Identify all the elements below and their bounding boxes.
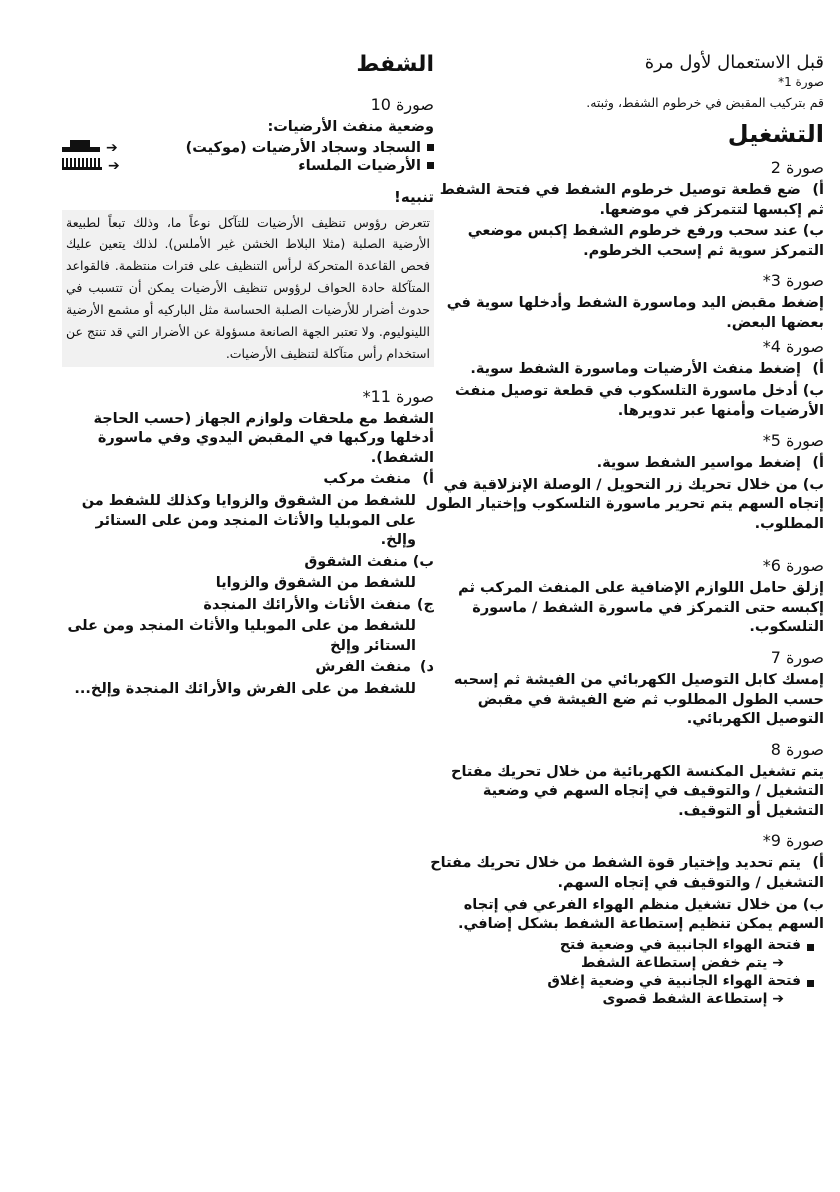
bullet-item: فتحة الهواء الجانبية في وضعية فتح [424, 937, 814, 953]
figure-11-b-title: ب) منفث الشقوق [304, 553, 434, 570]
left-column [62, 52, 434, 702]
figure-10-subtitle: وضعية منفث الأرضيات: [267, 119, 434, 135]
figure-5-step-b: ب) من خلال تحريك زر التحويل / الوصلة الإنزلاقية في إتجاه السهم يتم تحرير ماسورة التلسكوب وإختيار الطول المطلوب. [425, 476, 824, 532]
figure-9-step-a: أ) يتم تحديد وإختيار قوة الشفط من خلال تحريك مفتاح التشغيل / والتوقيف في إتجاه السهم. [430, 855, 824, 891]
bullet-square-icon [427, 162, 434, 169]
bullet-result: ➔ يتم خفض إستطاعة الشفط [580, 954, 784, 971]
figure-2-step-b: ب) عند سحب ورفع خرطوم الشفط إكبس موضعي التمركز سوية ثم إسحب الخرطوم. [467, 223, 824, 259]
figure-11-d-text: للشفط من على الفرش والأرائك المنجدة وإلخ... [74, 681, 416, 697]
arrow-left-icon: ➔ [108, 157, 120, 174]
warning-box: تتعرض رؤوس تنظيف الأرضيات للتآكل نوعاً ما، وذلك تبعاً لطبيعة الأرضية الصلبة (مثلا البلاط الخشن غير الأملس). لذلك يتعين عليك فحص القاعدة المتحركة لرأس التنظيف على فترات منتظمة. فالقواعد المتآكلة حادة الحواف لرؤوس تنظيف الأرضيات يمكن أن تتسبب في حدوث أضرار للأرضيات الصلبة الحساسة مثل الباركيه أو مشمع الأرضية اللينوليوم. ولا تعتبر الجهة الصانعة مسؤولة عن الأضرار التي قد تنتج عن استخدام رأس متآكلة لتنظيف الأرضيات. [62, 210, 434, 367]
figure-9-label: صورة 9* [762, 831, 824, 851]
bullet-square-icon [427, 144, 434, 151]
figure-8-text: يتم تشغيل المكنسة الكهربائية من خلال تحريك مفتاح التشغيل / والتوقيف في إتجاه السهم في وضعية التشغيل أو التوقيف. [451, 763, 824, 819]
figure-4-label: صورة 4* [762, 337, 824, 357]
intro-title: قبل الاستعمال لأول مرة [644, 52, 824, 73]
bullet-square-icon [807, 980, 814, 987]
nozzle-position-carpet: السجاد وسجاد الأرضيات (موكيت) ➔ [62, 140, 434, 156]
intro-text: قم بتركيب المقبض في خرطوم الشفط، وثبته. [586, 95, 824, 110]
figure-4-step-a: أ) إضغط منفث الأرضيات وماسورة الشفط سوية. [470, 361, 824, 378]
figure-11-c-text: للشفط من على الموبليا والأثاث المنجد ومن على الستائر وإلخ [67, 618, 416, 654]
arrow-left-icon: ➔ [772, 990, 784, 1007]
figure-11-c-title: ج) منفث الأثاث والأرائك المنجدة [203, 596, 434, 613]
arrow-left-icon: ➔ [772, 954, 784, 971]
figure-7-text: إمسك كابل التوصيل الكهربائي من الفيشة ثم إسحبه حسب الطول المطلوب ثم ضع الفيشة في مقبض التوصيل الكهربائي. [453, 672, 824, 728]
bullet-result: ➔ إستطاعة الشفط قصوى [602, 990, 784, 1007]
figure-10-label: صورة 10 [370, 95, 434, 114]
carpet-setting-icon [62, 140, 100, 152]
figure-11-b-text: للشفط من الشقوق والزوايا [215, 575, 416, 592]
figure-6-text: إزلق حامل اللوازم الإضافية على المنفث المركب ثم إكبسه حتى التمركز في ماسورة الشفط / ماسورة التلسكوب. [458, 580, 824, 636]
figure-11-intro: الشفط مع ملحقات ولوازم الجهاز (حسب الحاجة أدخلها وركبها في المقبض اليدوي وفي ماسورة الشفط). [93, 410, 434, 466]
bullet-square-icon [807, 944, 814, 951]
figure-5-label: صورة 5* [762, 431, 824, 451]
figure-2-step-a: أ) ضع قطعة توصيل خرطوم الشفط في فتحة الشفط ثم إكبسها لتتمركز في موضعها. [439, 182, 824, 218]
figure-9-step-b: ب) من خلال تشغيل منظم الهواء الفرعي في إتجاه السهم يمكن تنظيم إستطاعة الشفط بشكل إضافي. [457, 896, 824, 933]
figure-6-label: صورة 6* [762, 556, 824, 576]
warning-title: تنبيه! [394, 187, 434, 206]
figure-2-label: صورة 2 [770, 158, 824, 177]
hard-floor-setting-icon [62, 158, 102, 170]
figure-11-a-text: للشفط من الشقوق والزوايا وكذلك للشفط من على الموبليا والأثاث المنجد ومن على الستائر وإلخ. [81, 492, 416, 549]
right-column [424, 52, 824, 1007]
figure-11-label: صورة 11* [362, 386, 434, 406]
figure-11-a-title: أ) منفث مركب [323, 471, 434, 488]
suction-title: الشفط [356, 52, 434, 77]
figure-7-label: صورة 7 [770, 648, 824, 667]
arrow-left-icon: ➔ [106, 139, 118, 156]
bullet-item: فتحة الهواء الجانبية في وضعية إغلاق [424, 973, 814, 989]
figure-11-d-title: د) منفث الفرش [315, 659, 434, 676]
intro-figure-label: صورة 1* [778, 75, 824, 89]
figure-3-label: صورة 3* [762, 271, 824, 291]
nozzle-position-hardfloor: الأرضيات الملساء ➔ [62, 158, 434, 174]
operation-heading: التشغيل [727, 120, 824, 148]
figure-4-step-b: ب) أدخل ماسورة التلسكوب في قطعة توصيل منفث الأرضيات وأمنها عبر تدويرها. [455, 382, 824, 419]
figure-5-step-a: أ) إضغط مواسير الشفط سوية. [596, 455, 824, 472]
figure-8-label: صورة 8 [770, 739, 824, 759]
figure-9-bullets [424, 937, 814, 1007]
figure-3-text: إضغط مقبض اليد وماسورة الشفط وأدخلها سوية في بعضها البعض. [446, 295, 824, 331]
